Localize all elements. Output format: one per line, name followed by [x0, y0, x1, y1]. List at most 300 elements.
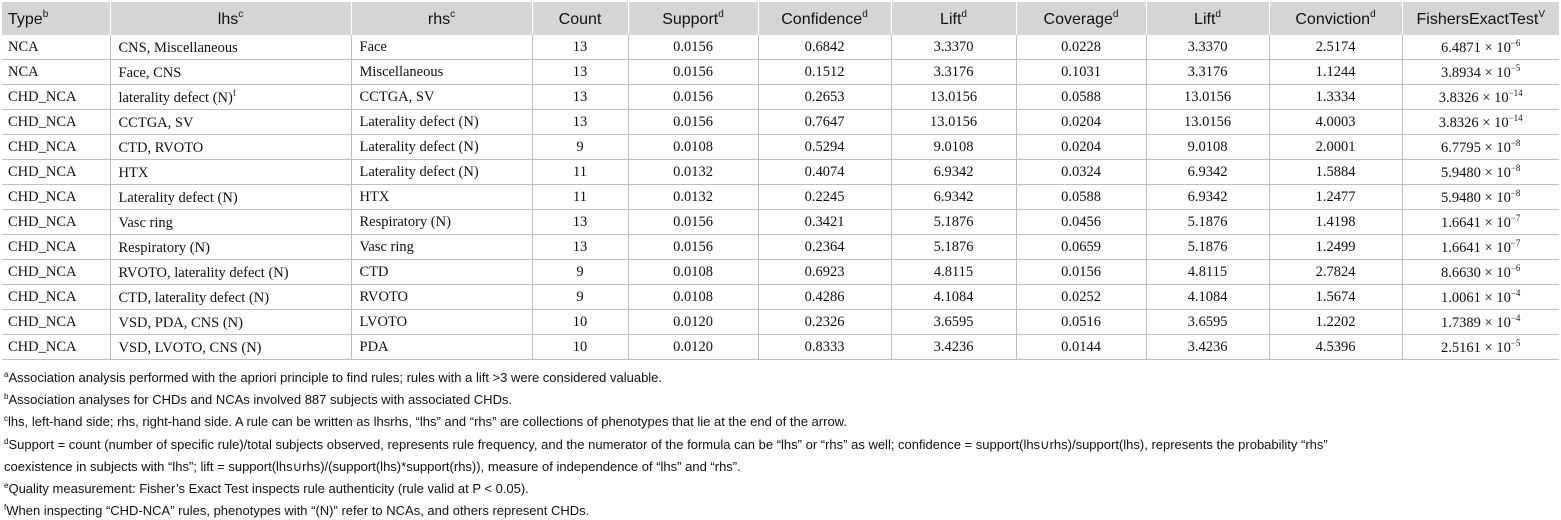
coverage-cell-text: 0.1031	[1061, 63, 1101, 80]
fisher-test-exponent: −5	[1510, 62, 1521, 73]
column-header-label: lhs	[217, 10, 239, 28]
lhs-cell-text: CCTGA, SV	[118, 114, 194, 131]
count-cell	[532, 135, 628, 160]
count-cell-text: 9	[576, 288, 584, 305]
lift-cell-text: 9.0108	[933, 138, 974, 155]
rhs-cell	[351, 160, 532, 185]
lift-cell	[891, 185, 1016, 210]
count-cell-text: 13	[572, 88, 588, 105]
conviction-cell	[1269, 110, 1402, 135]
lhs-cell	[110, 160, 351, 185]
column-header-label: Confidence	[781, 10, 863, 28]
rhs-cell	[351, 310, 532, 335]
conviction-cell	[1269, 235, 1402, 260]
footnote-text: Support = count (number of specific rule)/total subjects observed, represents rule frequency, and the numerator of the formula can be “lhs” or “rhs” as well; confidence = support(lhs∪rhs)/support(lhs), represents the probability “rhs”	[8, 436, 1328, 452]
rhs-cell	[351, 235, 532, 260]
lift-cell-text: 3.3176	[1187, 63, 1228, 80]
confidence-cell	[758, 160, 891, 185]
lift-cell-text: 5.1876	[1187, 213, 1228, 230]
column-header-label: Coverage	[1043, 10, 1113, 28]
support-cell	[628, 60, 758, 85]
count-cell	[532, 260, 628, 285]
column-header	[1016, 2, 1146, 35]
lift-cell	[1146, 160, 1269, 185]
lhs-cell-text: Face, CNS	[118, 64, 182, 81]
footnote	[4, 387, 1559, 409]
support-cell	[628, 210, 758, 235]
lift-cell	[1146, 235, 1269, 260]
support-cell-text: 0.0156	[673, 238, 713, 255]
footnote-text: lhs, left-hand side; rhs, right-hand side. A rule can be written as lhsrhs, “lhs” and “rhs” are collections of phenotypes that lie at the end of the arrow.	[8, 414, 847, 430]
footnote-text: When inspecting “CHD-NCA” rules, phenotypes with “(N)” refer to NCAs, and others represent CHDs.	[6, 503, 590, 519]
conviction-cell-text: 2.5174	[1315, 38, 1356, 55]
footnote-mark: f	[4, 503, 7, 513]
count-cell	[532, 310, 628, 335]
support-cell-text: 0.0156	[673, 38, 713, 55]
header-row	[2, 2, 1559, 35]
footnote-marker: d	[961, 8, 967, 20]
lhs-cell-text: Laterality defect (N)	[118, 189, 238, 206]
table-body	[2, 35, 1559, 360]
lift-cell	[891, 260, 1016, 285]
lhs-cell-text: laterality defect (N)	[118, 89, 233, 106]
fisher-test-cell	[1402, 160, 1559, 185]
type-cell	[2, 160, 110, 185]
rhs-cell-text: Laterality defect (N)	[359, 138, 479, 155]
type-cell-text: CHD_NCA	[8, 138, 77, 155]
lhs-cell	[110, 35, 351, 60]
support-cell-text: 0.0156	[673, 113, 713, 130]
coverage-cell-text: 0.0228	[1061, 38, 1101, 55]
type-cell-text: CHD_NCA	[8, 263, 77, 280]
lift-cell-text: 3.3176	[933, 63, 974, 80]
conviction-cell-text: 2.7824	[1315, 263, 1356, 280]
support-cell	[628, 310, 758, 335]
count-cell	[532, 185, 628, 210]
lift-cell	[1146, 210, 1269, 235]
type-cell	[2, 135, 110, 160]
conviction-cell-text: 1.1244	[1315, 63, 1356, 80]
count-cell-text: 9	[576, 138, 584, 155]
table-row	[2, 235, 1559, 260]
table-row	[2, 335, 1559, 360]
conviction-cell-text: 1.2477	[1315, 188, 1356, 205]
footnote-marker: d	[718, 8, 724, 20]
coverage-cell	[1016, 135, 1146, 160]
coverage-cell-text: 0.0456	[1061, 213, 1101, 230]
lift-cell-text: 9.0108	[1187, 138, 1228, 155]
lift-cell-text: 13.0156	[1183, 113, 1232, 130]
footnote-mark: e	[4, 481, 9, 491]
confidence-cell	[758, 335, 891, 360]
rhs-cell-text: Vasc ring	[359, 238, 414, 255]
fisher-test-exponent: −8	[1510, 162, 1521, 173]
conviction-cell-text: 1.5674	[1315, 288, 1356, 305]
count-cell	[532, 85, 628, 110]
coverage-cell-text: 0.0516	[1061, 313, 1101, 330]
lift-cell-text: 13.0156	[1183, 88, 1232, 105]
fisher-test-cell	[1402, 110, 1559, 135]
table-row	[2, 310, 1559, 335]
support-cell	[628, 110, 758, 135]
rhs-cell-text: Laterality defect (N)	[359, 113, 479, 130]
footnote-mark: d	[4, 436, 9, 446]
lhs-cell	[110, 210, 351, 235]
lift-cell-text: 6.9342	[1187, 163, 1228, 180]
footnote-marker: b	[42, 8, 49, 20]
confidence-cell-text: 0.2245	[804, 188, 845, 205]
support-cell	[628, 85, 758, 110]
coverage-cell-text: 0.0324	[1061, 163, 1101, 180]
column-header	[758, 2, 891, 35]
support-cell	[628, 235, 758, 260]
column-header-label: Lift	[1194, 10, 1216, 28]
conviction-cell	[1269, 335, 1402, 360]
lift-cell	[891, 285, 1016, 310]
coverage-cell	[1016, 235, 1146, 260]
confidence-cell-text: 0.8333	[804, 338, 845, 355]
footnote-marker: d	[862, 8, 868, 20]
lift-cell-text: 13.0156	[929, 88, 978, 105]
coverage-cell-text: 0.0588	[1061, 88, 1101, 105]
confidence-cell	[758, 35, 891, 60]
confidence-cell	[758, 310, 891, 335]
rhs-cell	[351, 335, 532, 360]
lift-cell	[891, 35, 1016, 60]
rhs-cell	[351, 85, 532, 110]
confidence-cell-text: 0.4286	[804, 288, 845, 305]
lift-cell-text: 4.1084	[1187, 288, 1228, 305]
conviction-cell	[1269, 185, 1402, 210]
footnotes	[2, 365, 1559, 520]
type-cell-text: CHD_NCA	[8, 313, 77, 330]
fisher-test-exponent: −14	[1508, 87, 1523, 98]
footnote-marker: d	[1215, 8, 1221, 20]
lift-cell-text: 5.1876	[933, 238, 974, 255]
type-cell-text: CHD_NCA	[8, 188, 77, 205]
table-row	[2, 85, 1559, 110]
fisher-test-base: 6.7795 × 10	[1441, 139, 1511, 156]
rhs-cell-text: CTD	[359, 263, 389, 280]
coverage-cell	[1016, 110, 1146, 135]
footnote-marker: V	[1538, 8, 1545, 20]
type-cell-text: CHD_NCA	[8, 238, 77, 255]
confidence-cell	[758, 85, 891, 110]
column-header	[532, 2, 628, 35]
support-cell-text: 0.0156	[673, 88, 713, 105]
support-cell-text: 0.0108	[673, 263, 713, 280]
fisher-test-exponent: −6	[1510, 37, 1521, 48]
confidence-cell-text: 0.7647	[804, 113, 845, 130]
lhs-cell	[110, 185, 351, 210]
confidence-cell	[758, 285, 891, 310]
type-cell-text: CHD_NCA	[8, 213, 77, 230]
lift-cell-text: 3.3370	[933, 38, 974, 55]
lift-cell-text: 3.6595	[1187, 313, 1228, 330]
fisher-test-cell	[1402, 135, 1559, 160]
fisher-test-base: 3.8326 × 10	[1438, 89, 1509, 106]
confidence-cell	[758, 60, 891, 85]
footnote-marker: c	[238, 8, 244, 20]
lhs-cell	[110, 260, 351, 285]
support-cell-text: 0.0132	[673, 163, 713, 180]
conviction-cell	[1269, 135, 1402, 160]
footnote	[4, 454, 1559, 476]
support-cell	[628, 285, 758, 310]
lift-cell	[891, 310, 1016, 335]
lhs-cell-text: CTD, RVOTO	[118, 139, 204, 156]
rhs-cell	[351, 210, 532, 235]
footnote	[4, 476, 1559, 498]
support-cell-text: 0.0120	[673, 338, 713, 355]
fisher-test-exponent: −7	[1510, 237, 1521, 248]
type-cell-text: CHD_NCA	[8, 113, 77, 130]
conviction-cell	[1269, 35, 1402, 60]
support-cell	[628, 260, 758, 285]
type-cell	[2, 285, 110, 310]
column-header-label: Type	[8, 10, 43, 28]
conviction-cell-text: 4.0003	[1315, 113, 1356, 130]
fisher-test-exponent: −7	[1510, 212, 1521, 223]
rhs-cell	[351, 135, 532, 160]
lift-cell	[1146, 285, 1269, 310]
table-row	[2, 185, 1559, 210]
footnote-text: Association analysis performed with the apriori principle to find rules; rules with a lift >3 were considered valuable.	[8, 370, 663, 385]
type-cell	[2, 210, 110, 235]
conviction-cell-text: 1.2202	[1315, 313, 1356, 330]
lhs-cell-text: Respiratory (N)	[118, 239, 210, 256]
conviction-cell	[1269, 310, 1402, 335]
table-container	[2, 2, 1559, 520]
rhs-cell	[351, 260, 532, 285]
coverage-cell-text: 0.0204	[1061, 138, 1101, 155]
confidence-cell	[758, 110, 891, 135]
footnote-mark: c	[4, 414, 8, 424]
count-cell-text: 13	[572, 113, 588, 130]
table-row	[2, 260, 1559, 285]
rhs-cell-text: RVOTO	[359, 288, 409, 305]
column-header	[1402, 2, 1559, 35]
fisher-test-base: 1.6641 × 10	[1441, 214, 1511, 231]
table-row	[2, 160, 1559, 185]
conviction-cell	[1269, 60, 1402, 85]
type-cell	[2, 85, 110, 110]
type-cell	[2, 185, 110, 210]
type-cell	[2, 235, 110, 260]
rhs-cell	[351, 110, 532, 135]
footnote	[4, 365, 1559, 387]
confidence-cell-text: 0.3421	[804, 213, 845, 230]
conviction-cell	[1269, 285, 1402, 310]
fisher-test-exponent: −4	[1510, 312, 1521, 323]
confidence-cell	[758, 260, 891, 285]
coverage-cell	[1016, 285, 1146, 310]
count-cell-text: 13	[572, 213, 588, 230]
fisher-test-base: 1.7389 × 10	[1441, 314, 1511, 331]
coverage-cell-text: 0.0144	[1061, 338, 1101, 355]
lhs-cell	[110, 285, 351, 310]
confidence-cell-text: 0.6923	[804, 263, 845, 280]
type-cell	[2, 60, 110, 85]
lift-cell-text: 5.1876	[1187, 238, 1228, 255]
coverage-cell-text: 0.0252	[1061, 288, 1101, 305]
coverage-cell	[1016, 260, 1146, 285]
confidence-cell-text: 0.2653	[804, 88, 845, 105]
lhs-cell	[110, 60, 351, 85]
fisher-test-cell	[1402, 35, 1559, 60]
count-cell-text: 11	[573, 163, 587, 180]
type-cell	[2, 310, 110, 335]
count-cell	[532, 235, 628, 260]
confidence-cell	[758, 135, 891, 160]
confidence-cell-text: 0.5294	[804, 138, 845, 155]
support-cell	[628, 160, 758, 185]
support-cell	[628, 335, 758, 360]
lift-cell	[1146, 85, 1269, 110]
type-cell-text: CHD_NCA	[8, 163, 77, 180]
count-cell	[532, 210, 628, 235]
rhs-cell-text: HTX	[359, 188, 390, 205]
table-row	[2, 35, 1559, 60]
rhs-cell-text: PDA	[359, 338, 389, 355]
lift-cell	[891, 85, 1016, 110]
rhs-cell-text: Respiratory (N)	[359, 213, 451, 230]
coverage-cell	[1016, 310, 1146, 335]
confidence-cell-text: 0.1512	[804, 63, 845, 80]
fisher-test-cell	[1402, 60, 1559, 85]
lift-cell-text: 3.6595	[933, 313, 974, 330]
footnote-mark: b	[4, 392, 9, 402]
lift-cell	[891, 235, 1016, 260]
lhs-cell-text: RVOTO, laterality defect (N)	[118, 264, 289, 281]
rhs-cell-text: Face	[359, 38, 387, 55]
lhs-cell	[110, 85, 351, 110]
type-cell-text: CHD_NCA	[8, 88, 77, 105]
type-cell	[2, 35, 110, 60]
support-cell-text: 0.0120	[673, 313, 713, 330]
lhs-cell	[110, 235, 351, 260]
coverage-cell	[1016, 335, 1146, 360]
lift-cell-text: 3.4236	[933, 338, 974, 355]
fisher-test-base: 1.0061 × 10	[1441, 289, 1511, 306]
conviction-cell-text: 2.0001	[1315, 138, 1356, 155]
footnote-marker: d	[1370, 8, 1376, 20]
coverage-cell	[1016, 35, 1146, 60]
rhs-cell-text: LVOTO	[359, 313, 408, 330]
footnote-marker: d	[1112, 8, 1119, 20]
confidence-cell-text: 0.2364	[804, 238, 845, 255]
lift-cell	[891, 135, 1016, 160]
lift-cell	[891, 210, 1016, 235]
association-rules-table	[2, 2, 1559, 360]
lift-cell	[1146, 110, 1269, 135]
lift-cell-text: 4.8115	[1187, 263, 1228, 280]
column-header	[1269, 2, 1402, 35]
column-header-label: rhs	[427, 10, 451, 28]
conviction-cell-text: 1.4198	[1315, 213, 1356, 230]
column-header-label: Count	[558, 10, 602, 28]
confidence-cell-text: 0.6842	[804, 38, 845, 55]
coverage-cell	[1016, 185, 1146, 210]
lhs-cell-text: CNS, Miscellaneous	[118, 39, 238, 56]
table-row	[2, 210, 1559, 235]
lhs-cell	[110, 135, 351, 160]
conviction-cell	[1269, 160, 1402, 185]
support-cell-text: 0.0156	[673, 213, 713, 230]
fisher-test-exponent: −5	[1510, 337, 1521, 348]
fisher-test-exponent: −6	[1510, 262, 1521, 273]
support-cell	[628, 135, 758, 160]
fisher-test-exponent: −8	[1510, 187, 1521, 198]
coverage-cell	[1016, 160, 1146, 185]
rhs-cell-text: Miscellaneous	[359, 63, 444, 80]
count-cell-text: 13	[572, 63, 588, 80]
count-cell-text: 13	[572, 38, 588, 55]
table-row	[2, 110, 1559, 135]
confidence-cell	[758, 185, 891, 210]
rhs-cell	[351, 60, 532, 85]
footnote-mark: a	[4, 370, 9, 379]
count-cell	[532, 60, 628, 85]
count-cell-text: 10	[572, 338, 588, 355]
lhs-cell-text: CTD, laterality defect (N)	[118, 289, 270, 306]
fisher-test-base: 3.8326 × 10	[1438, 114, 1509, 131]
fisher-test-base: 5.9480 × 10	[1441, 189, 1511, 206]
conviction-cell-text: 1.5884	[1315, 163, 1356, 180]
lift-cell	[1146, 35, 1269, 60]
count-cell-text: 9	[576, 263, 584, 280]
lift-cell-text: 3.3370	[1187, 38, 1228, 55]
footnote-text: Association analyses for CHDs and NCAs involved 887 subjects with associated CHDs.	[8, 392, 513, 408]
support-cell	[628, 35, 758, 60]
column-header-label: Lift	[940, 10, 962, 28]
column-header	[351, 2, 532, 35]
footnote-text: coexistence in subjects with “lhs”; lift = support(lhs∪rhs)/(support(lhs)*support(rhs)), measure of independence of “lhs” and “rhs”.	[4, 458, 741, 474]
type-cell	[2, 335, 110, 360]
confidence-cell	[758, 210, 891, 235]
lift-cell-text: 4.8115	[933, 263, 974, 280]
confidence-cell	[758, 235, 891, 260]
count-cell	[532, 35, 628, 60]
type-cell	[2, 110, 110, 135]
count-cell	[532, 335, 628, 360]
table-row	[2, 60, 1559, 85]
count-cell	[532, 160, 628, 185]
lift-cell-text: 13.0156	[929, 113, 978, 130]
lhs-cell-text: HTX	[118, 164, 149, 181]
coverage-cell-text: 0.0156	[1061, 263, 1101, 280]
footnote	[4, 409, 1559, 431]
fisher-test-cell	[1402, 335, 1559, 360]
lhs-cell-text: Vasc ring	[118, 214, 173, 231]
conviction-cell	[1269, 260, 1402, 285]
lift-cell-text: 6.9342	[933, 188, 974, 205]
lift-cell	[1146, 310, 1269, 335]
lhs-cell-text: VSD, PDA, CNS (N)	[118, 314, 243, 331]
fisher-test-cell	[1402, 85, 1559, 110]
lift-cell-text: 5.1876	[933, 213, 974, 230]
fisher-test-cell	[1402, 285, 1559, 310]
lift-cell-text: 4.1084	[933, 288, 974, 305]
lhs-cell	[110, 110, 351, 135]
column-header	[1146, 2, 1269, 35]
count-cell-text: 13	[572, 238, 588, 255]
column-header	[628, 2, 758, 35]
type-cell-text: NCA	[8, 38, 39, 55]
lhs-cell	[110, 335, 351, 360]
lift-cell	[891, 335, 1016, 360]
footnote-marker: f	[232, 87, 236, 98]
